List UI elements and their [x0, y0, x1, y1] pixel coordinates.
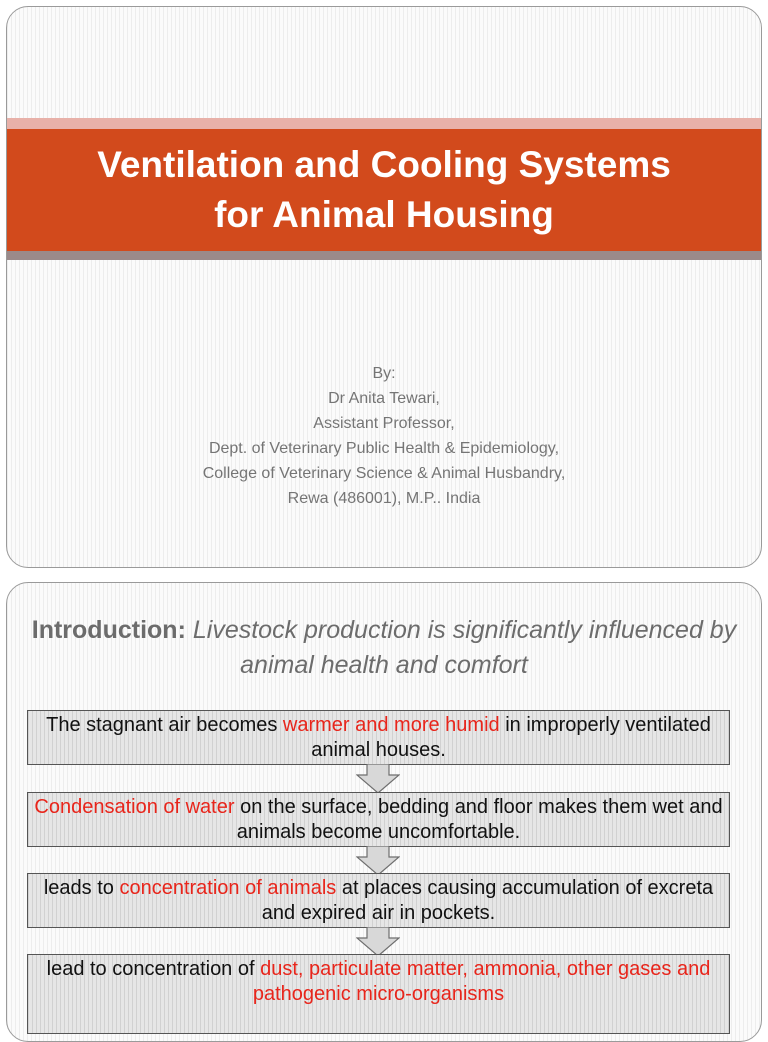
byline-line: By:: [372, 365, 396, 382]
byline-line: Dr Anita Tewari,: [328, 390, 440, 407]
step-highlight: warmer and more humid: [282, 714, 500, 736]
introduction-label: Introduction:: [31, 616, 186, 644]
step-highlight: dust, particulate matter, ammonia, other gases and pathogenic micro-organisms: [252, 958, 711, 1005]
title-band: [7, 129, 761, 251]
introduction-text: Livestock production is significantly influenced by animal health and comfort: [192, 616, 737, 679]
byline-line: College of Veterinary Science & Animal Husbandry,: [202, 465, 566, 482]
flow-arrow-down-icon: [356, 846, 400, 876]
introduction-slide: [6, 582, 762, 1042]
step-text: on the surface, bedding and floor makes them wet and animals become uncomfortable.: [234, 796, 723, 843]
step-text: at places causing accumulation of excreta and expired air in pockets.: [261, 877, 714, 924]
presentation-title: [77, 140, 691, 240]
byline-line: Dept. of Veterinary Public Health & Epidemiology,: [208, 440, 560, 457]
step-text: leads to: [43, 877, 120, 899]
step-text: in improperly ventilated animal houses.: [311, 714, 711, 761]
flow-arrow-down-icon: [356, 764, 400, 794]
byline-line: Assistant Professor,: [313, 415, 455, 432]
title-slide: [6, 6, 762, 568]
step-highlight: Condensation of water: [34, 796, 235, 818]
step-text: lead to concentration of: [46, 958, 261, 980]
flow-step-3: [27, 873, 730, 928]
flow-step-1: [27, 710, 730, 765]
byline-line: Rewa (486001), M.P.. India: [287, 490, 481, 507]
author-byline: [7, 361, 761, 511]
flow-step-2: [27, 792, 730, 847]
title-band-top-stripe: [7, 118, 761, 129]
introduction-heading: [27, 613, 741, 683]
step-text: The stagnant air becomes: [46, 714, 283, 736]
title-line-1: Ventilation and Cooling Systems: [97, 144, 671, 185]
step-highlight: concentration of animals: [119, 877, 337, 899]
title-line-2: for Animal Housing: [214, 194, 554, 235]
flow-arrow-down-icon: [356, 927, 400, 957]
flow-step-4: [27, 954, 730, 1034]
title-band-bottom-stripe: [7, 251, 761, 260]
